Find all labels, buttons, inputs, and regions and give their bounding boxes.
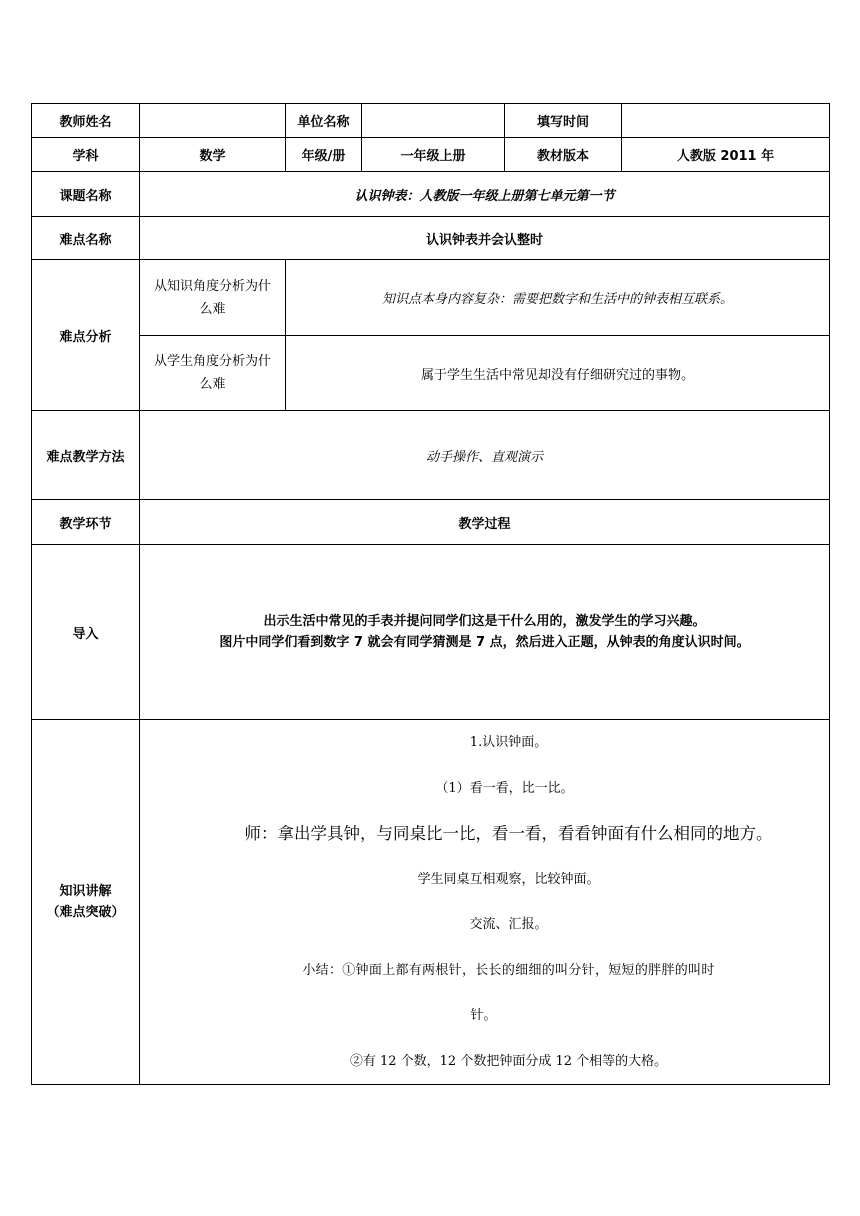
analysis-knowledge-row xyxy=(32,260,830,336)
knowledge-row xyxy=(32,720,830,1085)
topic-row xyxy=(32,172,830,217)
teacher-name-label: 教师姓名 xyxy=(32,104,140,138)
grade-label: 年级/册 xyxy=(286,138,362,172)
intro-line-1: 出示生活中常见的手表并提问同学们这是干什么用的，激发学生的学习兴趣。 xyxy=(263,614,706,629)
analysis-student-row xyxy=(32,336,830,411)
topic-label: 课题名称 xyxy=(32,172,140,217)
student-angle-label xyxy=(140,336,286,411)
intro-row xyxy=(32,545,830,720)
header-row-1 xyxy=(32,104,830,138)
knowledge-para-1: 1.认识钟面。 xyxy=(469,735,548,750)
knowledge-para-5: 交流、汇报。 xyxy=(469,917,548,932)
edition-label: 教材版本 xyxy=(505,138,622,172)
topic-value: 认识钟表：人教版一年级上册第七单元第一节 xyxy=(140,172,830,217)
method-text: 动手操作、直观演示 xyxy=(140,411,830,500)
unit-name-value xyxy=(362,104,505,138)
knowledge-label xyxy=(32,720,140,1085)
header-row-2 xyxy=(32,138,830,172)
process-header: 教学过程 xyxy=(140,500,830,545)
knowledge-para-6: 小结：①钟面上都有两根针，长长的细细的叫分针，短短的胖胖的叫时 xyxy=(302,962,715,978)
subject-label: 学科 xyxy=(32,138,140,172)
fill-time-label: 填写时间 xyxy=(505,104,622,138)
intro-content xyxy=(140,545,830,720)
stage-header: 教学环节 xyxy=(32,500,140,545)
knowledge-para-2: （1）看一看，比一比。 xyxy=(435,780,574,796)
subject-value: 数学 xyxy=(140,138,286,172)
knowledge-angle-label xyxy=(140,260,286,336)
intro-label: 导入 xyxy=(32,545,140,720)
student-angle-text: 属于学生生活中常见却没有仔细研究过的事物。 xyxy=(286,336,830,411)
method-label: 难点教学方法 xyxy=(32,411,140,500)
knowledge-para-3: 师：拿出学具钟，与同桌比一比，看一看，看看钟面有什么相同的地方。 xyxy=(244,824,773,843)
grade-value: 一年级上册 xyxy=(362,138,505,172)
fill-time-value xyxy=(622,104,830,138)
knowledge-para-7: ②有 12 个数，12 个数把钟面分成 12 个相等的大格。 xyxy=(349,1053,668,1069)
process-header-row xyxy=(32,500,830,545)
lesson-plan-table xyxy=(31,103,830,1085)
knowledge-angle-label-text: 从知识角度分析为什么难 xyxy=(153,278,271,317)
knowledge-content xyxy=(140,720,830,1085)
difficulty-label: 难点名称 xyxy=(32,217,140,260)
difficulty-value: 认识钟表并会认整时 xyxy=(140,217,830,260)
edition-value: 人教版 2011 年 xyxy=(622,138,830,172)
knowledge-label-line-2: （难点突破） xyxy=(46,905,125,920)
knowledge-angle-text: 知识点本身内容复杂：需要把数字和生活中的钟表相互联系。 xyxy=(286,260,830,336)
student-angle-label-text: 从学生角度分析为什么难 xyxy=(153,354,271,392)
unit-name-label: 单位名称 xyxy=(286,104,362,138)
difficulty-row xyxy=(32,217,830,260)
knowledge-para-6-cont: 针。 xyxy=(470,1008,497,1023)
intro-line-2: 图片中同学们看到数字 7 就会有同学猜测是 7 点，然后进入正题，从钟表的角度认识时间。 xyxy=(219,635,750,650)
analysis-label: 难点分析 xyxy=(32,260,140,411)
knowledge-label-line-1: 知识讲解 xyxy=(59,884,112,899)
teacher-name-value xyxy=(140,104,286,138)
knowledge-para-4: 学生同桌互相观察，比较钟面。 xyxy=(417,871,600,887)
method-row xyxy=(32,411,830,500)
